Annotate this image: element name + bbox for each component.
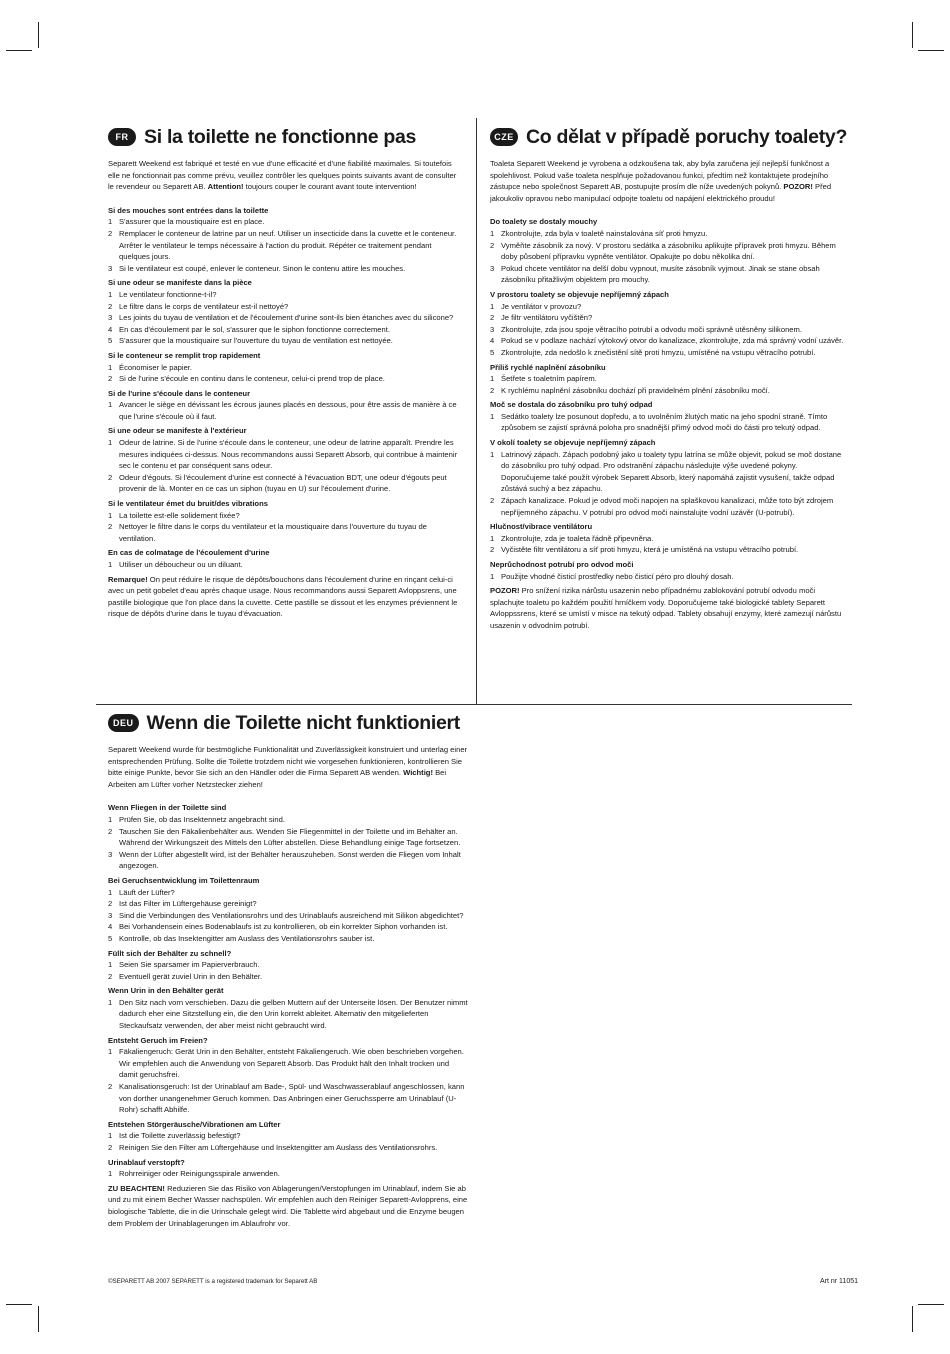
item-number: 2: [108, 971, 113, 981]
note-text: On peut réduire le risque de dépôts/bouchons dans l'écoulement d'urine en rinçant celui-ci avec un petit gobelet d'eau après chaque usage. Nous recommandons aussi Separett Avloppsrens, une pastille biologique que l'on place dans la cuvette. Cette pastille se dissout et les enzymes préviennent le risque de dépôts d'urine dans le tuyau d'évacuation.: [108, 574, 458, 619]
section-title: Si la toilette ne fonctionne pas: [144, 125, 417, 148]
item-number: 1: [108, 1169, 113, 1179]
note-paragraph: [108, 1183, 468, 1229]
list-item: [490, 335, 846, 347]
item-number: 3: [108, 910, 113, 920]
item-number: 3: [490, 324, 495, 334]
list-item: [108, 921, 468, 933]
item-text: Zápach kanalizace. Pokud je odvod moči napojen na splaškovou kanalizaci, může toto být zdrojem nepříjemného zápachu. V potrubí pro odvod moči nainstalujte vodní uzávěr (U-potrubí).: [501, 496, 834, 517]
problem-heading: Wenn Fliegen in der Toilette sind: [108, 803, 227, 813]
crop-mark: [6, 1304, 32, 1305]
list-item: [108, 301, 460, 313]
problem-heading: Si des mouches sont entrées dans la toilette: [108, 205, 269, 215]
section-fr: [108, 124, 460, 620]
list-item: [108, 216, 460, 228]
list-item: [108, 472, 460, 495]
troubleshoot-section: [490, 362, 846, 397]
item-text: En cas d'écoulement par le sol, s'assurer que le siphon fonctionne correctement.: [119, 324, 390, 334]
intro-paragraph: [108, 158, 460, 193]
item-number: 2: [108, 1143, 113, 1152]
section-cz: [490, 124, 846, 632]
item-number: 2: [490, 496, 495, 506]
item-number: 2: [108, 826, 113, 836]
troubleshoot-section: [490, 216, 846, 286]
item-text: Ist das Filter im Lüftergehäuse gereinigt?: [119, 899, 257, 909]
problem-heading: Si le conteneur se remplit trop rapidement: [108, 350, 261, 360]
item-number: 3: [108, 263, 113, 273]
troubleshoot-section: [490, 559, 846, 582]
item-number: 1: [108, 814, 113, 824]
item-number: 2: [108, 301, 113, 311]
item-text: Zkontrolujte, zda je toaleta řádně připevněna.: [501, 533, 654, 543]
item-number: 1: [108, 960, 113, 970]
list-item: [108, 887, 468, 899]
item-number: 5: [108, 336, 113, 346]
troubleshoot-section: [108, 547, 460, 570]
list-item: [108, 997, 468, 1032]
problem-heading: Bei Geruchsentwicklung im Toilettenraum: [108, 875, 260, 885]
item-number: 4: [108, 922, 113, 932]
problem-heading: Füllt sich der Behälter zu schnell?: [108, 948, 232, 958]
item-text: Bei Vorhandensein eines Bodenablaufs ist zu kontrollieren, ob ein korrekter Siphon vorhanden ist.: [119, 922, 448, 932]
list-item: [108, 263, 460, 275]
item-text: Vyčistěte filtr ventilátoru a síť proti hmyzu, která je umístěná na vstupu větracího potrubí.: [501, 545, 799, 555]
troubleshoot-section: [108, 277, 460, 347]
intro-paragraph: [108, 744, 468, 790]
item-text: Les joints du tuyau de ventilation et de l'écoulement d'urine sont-ils bien étanches avec du silicone?: [119, 313, 454, 323]
intro-paragraph: [490, 158, 846, 204]
troubleshoot-section: [490, 399, 846, 434]
item-number: 4: [490, 336, 495, 346]
item-text: La toilette est-elle solidement fixée?: [119, 510, 240, 520]
warning-label: Attention!: [207, 182, 244, 192]
item-text: Ist die Toilette zuverlässig befestigt?: [119, 1131, 241, 1141]
language-badge: FR: [108, 128, 136, 146]
item-text: Tauschen Sie den Fäkalienbehälter aus. Wenden Sie Fliegenmittel in der Toilette und im Behälter an. Während der Wirkungszeit des Mittels den Lüfter abstellen. Diese Behandlung einige Tage fortsetzen.: [119, 826, 461, 848]
article-number: Art nr 11051: [820, 1278, 859, 1285]
troubleshoot-section: [490, 521, 846, 556]
item-number: 1: [490, 571, 495, 581]
column-divider: [476, 118, 477, 704]
list-item: [108, 1046, 468, 1081]
list-item: [108, 1081, 468, 1116]
problem-heading: Si une odeur se manifeste dans la pièce: [108, 278, 252, 288]
list-item: [490, 385, 846, 397]
item-text: Économiser le papier.: [119, 362, 193, 372]
section-heading: [108, 710, 468, 736]
item-text: Prüfen Sie, ob das Insektennetz angebracht sind.: [119, 814, 285, 824]
crop-mark: [912, 1306, 913, 1332]
item-text: Kanalisationsgeruch: Ist der Urinablauf am Bade-, Spül- und Waschwasserablauf angeschlossen, kann von dorther unangenehmer Geruch kommen. Das Anbringen einer Geruchssperre am Urinablauf (U-Rohr) schafft Abhilfe.: [119, 1082, 465, 1115]
item-text: Zkontrolujte, zda jsou spoje větracího potrubí a odvodu moči správně utěsněny silikonem.: [501, 324, 802, 334]
list-item: [108, 510, 460, 522]
item-text: Wenn der Lüfter abgestellt wird, ist der Behälter herauszuheben. Sonst werden die Fliegen vom Inhalt angezogen.: [119, 849, 461, 871]
list-item: [490, 495, 846, 518]
list-item: [490, 240, 846, 263]
list-item: [490, 571, 846, 583]
troubleshoot-section: [108, 1035, 468, 1116]
language-badge: CZE: [490, 128, 518, 146]
item-text: Nettoyer le filtre dans le corps du ventilateur et la moustiquaire dans l'ouverture du tuyau de ventilation.: [119, 522, 427, 543]
problem-heading: Si de l'urine s'écoule dans le conteneur: [108, 388, 251, 398]
list-item: [108, 826, 468, 849]
item-text: S'assurer que la moustiquaire est en place.: [119, 217, 265, 227]
item-text: Vyměňte zásobník za nový. V prostoru sedátka a zásobníku aplikujte přípravek proti hmyzu. Během doby působení přípravku vypněte ventilátor. Opakujte po dobu několika dní.: [501, 240, 836, 262]
item-number: 2: [490, 240, 495, 250]
item-number: 1: [108, 887, 113, 897]
problem-heading: Příliš rychlé naplnění zásobníku: [490, 362, 606, 372]
list-item: [108, 437, 460, 472]
item-number: 3: [490, 263, 495, 273]
item-text: Le filtre dans le corps de ventilateur est-il nettoyé?: [119, 301, 289, 311]
list-item: [490, 373, 846, 385]
list-item: [108, 335, 460, 347]
item-text: S'assurer que la moustiquaire sur l'ouverture du tuyau de ventilation est nettoyée.: [119, 336, 393, 346]
note-paragraph: [490, 585, 846, 631]
item-text: Pokud se v podlaze nachází výtokový otvor do kanalizace, zkontrolujte, zda má správný vodní uzávěr.: [501, 336, 844, 346]
item-number: 2: [490, 385, 495, 395]
list-item: [490, 533, 846, 545]
item-text: Seien Sie sparsamer im Papierverbrauch.: [119, 960, 260, 970]
list-item: [108, 933, 468, 945]
item-text: Si de l'urine s'écoule en continu dans le conteneur, celui-ci prend trop de place.: [119, 374, 385, 384]
item-number: 1: [490, 449, 495, 459]
list-item: [490, 301, 846, 313]
warning-label: Wichtig!: [403, 768, 433, 778]
section-title: Co dělat v případě poruchy toalety?: [526, 125, 848, 148]
section-de: [108, 710, 468, 1229]
list-item: [108, 373, 460, 385]
troubleshoot-section: [108, 205, 460, 275]
item-number: 1: [490, 301, 495, 311]
list-item: [108, 959, 468, 971]
list-item: [108, 814, 468, 826]
item-number: 2: [108, 1082, 113, 1092]
warning-text: Bei Arbeiten am Lüfter vorher Netzstecker ziehen!: [108, 768, 447, 789]
item-number: 1: [108, 997, 113, 1007]
problem-heading: V okolí toalety se objevuje nepříjemný zápach: [490, 438, 656, 448]
section-heading: [490, 124, 846, 150]
item-text: Pokud chcete ventilátor na delší dobu vypnout, musíte zásobník vyjmout. Jinak se stane obsah zásobníku přitažlivým objektem pro mouchy.: [501, 263, 820, 285]
item-text: Latrinový zápach. Zápach podobný jako u toalety typu latrína se může objevit, pokud se moč dostane do zásobníku pro tuhý odpad. Pro odstranění zápachu následujte výše uvedené pokyny. Doporučujeme také použít výrobek Separett Absorb, který napomáhá zajistit vysušení, takže odpad zůstává suchý a bez zápachu.: [501, 449, 842, 494]
item-text: Avancer le siège en dévissant les écrous jaunes placés en dessous, pour être assis de manière à ce que l'urine s'écoule où il faut.: [119, 400, 457, 421]
troubleshoot-section: [108, 425, 460, 495]
item-number: 1: [490, 228, 495, 238]
list-item: [490, 449, 846, 495]
problem-heading: Si le ventilateur émet du bruit/des vibrations: [108, 499, 268, 509]
note-label: POZOR!: [490, 586, 520, 596]
troubleshoot-section: [108, 985, 468, 1031]
item-number: 1: [108, 217, 113, 227]
item-text: Odeur d'égouts. Si l'écoulement d'urine est connecté à l'évacuation BDT, une odeur d'égouts peut provenir de là. Monter en ce cas un siphon (tuyau en U) sur l'écoulement d'urine.: [119, 472, 447, 494]
item-number: 2: [108, 374, 113, 384]
list-item: [108, 521, 460, 544]
item-number: 2: [108, 899, 113, 909]
crop-mark: [6, 50, 32, 51]
item-text: Sind die Verbindungen des Ventilationsrohrs und des Urinablaufs ausreichend mit Silikon abgedichtet?: [119, 910, 464, 920]
troubleshoot-section: [108, 388, 460, 423]
item-number: 3: [108, 313, 113, 323]
item-text: Zkontrolujte, zda nedošlo k znečistění sítě proti hmyzu, umístěné na vstupu větracího potrubí.: [501, 347, 816, 357]
item-text: Odeur de latrine. Si de l'urine s'écoule dans le conteneur, une odeur de latrine apparaît. Prendre les mesures indiquées ci-dessus. Nous recommandons aussi Separett Absorb, qui contribue à maintenir sec le contenu et par conséquent sans odeur.: [119, 438, 458, 471]
section-heading: [108, 124, 460, 150]
note-text: Pro snížení rizika nárůstu usazenin nebo případnému zablokování potrubí odvodu moči splachujte toaletu po každém použití hrníčkem vody. Doporučujeme také biologické tablety Separett Avloppssrens, které se umístí v misce na tekutý odpad. Tablety obsahují enzymy, které zamezují nárůstu usazenin v odvodním potrubí.: [490, 586, 842, 630]
crop-mark: [38, 1306, 39, 1332]
item-text: Remplacer le conteneur de latrine par un neuf. Utiliser un insecticide dans la cuvette et le conteneur. Arrêter le ventilateur le temps nécessaire à l'action du produit. Répéter ce traitement pendant quelques jours.: [119, 228, 457, 262]
item-number: 1: [108, 438, 113, 448]
problem-heading: Wenn Urin in den Behälter gerät: [108, 986, 224, 996]
list-item: [108, 312, 460, 324]
troubleshoot-section: [490, 289, 846, 359]
item-text: Le ventilateur fonctionne-t-il?: [119, 289, 217, 299]
section-title: Wenn die Toilette nicht funktioniert: [146, 711, 460, 734]
problem-heading: Neprůchodnost potrubí pro odvod moči: [490, 560, 634, 569]
item-number: 1: [108, 510, 113, 520]
item-text: K rychlému naplnění zásobníku dochází při pravidelném plnění zásobníku močí.: [501, 385, 770, 395]
list-item: [108, 1168, 468, 1180]
troubleshoot-section: [108, 498, 460, 544]
item-number: 1: [108, 1131, 113, 1141]
crop-mark: [918, 50, 944, 51]
item-number: 2: [490, 313, 495, 323]
item-number: 1: [490, 374, 495, 384]
language-badge: DEU: [108, 714, 139, 732]
note-label: Remarque!: [108, 574, 148, 584]
list-item: [490, 263, 846, 286]
warning-text: toujours couper le courant avant toute intervention!: [243, 182, 417, 192]
list-item: [108, 559, 460, 571]
troubleshoot-section: [108, 802, 468, 872]
item-text: Utiliser un déboucheur ou un diluant.: [119, 560, 243, 569]
item-number: 4: [108, 324, 113, 334]
item-number: 1: [108, 1047, 113, 1057]
note-text: Reduzieren Sie das Risiko von Ablagerungen/Verstopfungen im Urinablauf, indem Sie ab und zu mit einem Becher Wasser nachspülen. Wir empfehlen auch den Reiniger Separett-Avlopprens, eine biologische Tablette, die in die Urinschale gelegt wird. Die Tablette wird abgebaut und die Enzyme beugen dem Problem der Urinablagerungen im Ablaufrohr vor.: [108, 1183, 468, 1228]
problem-heading: Urinablauf verstopft?: [108, 1157, 185, 1167]
list-item: [108, 971, 468, 983]
item-number: 5: [108, 933, 113, 943]
list-item: [108, 324, 460, 336]
troubleshoot-section: [108, 1157, 468, 1180]
item-number: 2: [108, 228, 113, 238]
item-text: Eventuell gerät zuviel Urin in den Behälter.: [119, 971, 263, 981]
problem-heading: En cas de colmatage de l'écoulement d'urine: [108, 548, 270, 558]
note-paragraph: [108, 574, 460, 620]
list-item: [108, 849, 468, 872]
warning-label: POZOR!: [783, 182, 813, 192]
problem-heading: Hlučnost/vibrace ventilátoru: [490, 522, 593, 532]
troubleshoot-section: [108, 948, 468, 983]
item-number: 2: [108, 522, 113, 532]
troubleshoot-section: [108, 350, 460, 385]
crop-mark: [918, 1304, 944, 1305]
item-text: Den Sitz nach vorn verschieben. Dazu die gelben Muttern auf der Unterseite lösen. Der Benutzer nimmt dadurch eher eine Sitzstellung ein, die den Urin korrekt ableitet. Alternativ den mitgelieferten Steckaufsatz verwenden, der aber meist nicht gebraucht wird.: [119, 997, 468, 1031]
list-item: [108, 399, 460, 422]
troubleshoot-section: [108, 1119, 468, 1154]
troubleshoot-section: [108, 875, 468, 945]
item-text: Kontrolle, ob das Insektengitter am Auslass des Ventilationsrohrs sauber ist.: [119, 933, 375, 943]
item-number: 1: [108, 400, 113, 410]
list-item: [108, 228, 460, 263]
list-item: [490, 324, 846, 336]
note-label: ZU BEACHTEN!: [108, 1183, 165, 1193]
copyright-text: ©SEPARETT AB 2007 SEPARETT is a registered trademark for Separett AB: [108, 1278, 318, 1285]
item-number: 1: [108, 560, 113, 569]
item-number: 1: [490, 411, 495, 421]
list-item: [490, 312, 846, 324]
item-text: Fäkaliengeruch: Gerät Urin in den Behälter, entsteht Fäkaliengeruch. Wie oben beschrieben vorgehen. Wir empfehlen auch die Anwendung von Separett Absorb. Das Produkt hält den Inhalt trocken und damit geruchsfrei.: [119, 1047, 464, 1080]
item-number: 1: [108, 362, 113, 372]
item-text: Rohrreiniger oder Reinigungsspirale anwenden.: [119, 1169, 280, 1179]
item-text: Je ventilátor v provozu?: [501, 301, 582, 311]
list-item: [490, 228, 846, 240]
crop-mark: [912, 22, 913, 48]
list-item: [490, 411, 846, 434]
list-item: [108, 910, 468, 922]
list-item: [108, 362, 460, 374]
item-text: Läuft der Lüfter?: [119, 887, 175, 897]
item-text: Zkontrolujte, zda byla v toaletě nainstalována síť proti hmyzu.: [501, 228, 708, 238]
item-number: 5: [490, 347, 495, 357]
intro-text: Separett Weekend wurde für bestmögliche Funktionalität und Zuverlässigkeit konstruiert und unterlag einer entsprechenden Prüfung. Sollte die Toilette trotzdem nicht wie vorgesehen funktionieren, kontrollieren Sie bitte einige Punkte, bevor Sie sich an den Händler oder die Firma Separett AB wenden.: [108, 745, 468, 778]
problem-heading: Entsteht Geruch im Freien?: [108, 1035, 208, 1045]
list-item: [490, 347, 846, 359]
item-number: 2: [490, 545, 495, 555]
item-text: Reinigen Sie den Filter am Lüftergehäuse und Insektengitter am Auslass des Ventilationsrohrs.: [119, 1143, 438, 1152]
troubleshoot-section: [490, 437, 846, 518]
warning-text: Před jakoukoliv opravou nebo manipulací odpojte toaletu od napájení elektrického proudu!: [490, 182, 832, 203]
list-item: [108, 289, 460, 301]
list-item: [490, 544, 846, 556]
item-number: 1: [108, 289, 113, 299]
problem-heading: V prostoru toalety se objevuje nepříjemný zápach: [490, 289, 669, 299]
item-text: Sedátko toalety lze posunout dopředu, a to uvolněním žlutých matic na jeho spodní straně. Tímto způsobem se zajistí správná poloha pro snadnější přímý odvod moči do části pro tekutý odpad.: [501, 411, 828, 433]
list-item: [108, 1130, 468, 1142]
item-text: Je filtr ventilátoru vyčištěn?: [501, 313, 593, 323]
problem-heading: Do toalety se dostaly mouchy: [490, 217, 598, 227]
section-divider: [96, 704, 852, 705]
item-text: Šetřete s toaletním papírem.: [501, 374, 597, 384]
problem-heading: Si une odeur se manifeste à l'extérieur: [108, 426, 247, 436]
item-text: Si le ventilateur est coupé, enlever le conteneur. Sinon le contenu attire les mouches.: [119, 263, 406, 273]
crop-mark: [38, 22, 39, 48]
intro-text: Toaleta Separett Weekend je vyrobena a odzkoušena tak, aby byla zaručena její nejlepší funkčnost a spolehlivost. Pokud vaše toaleta nesplňuje požadovanou funkci, předtím než kontaktujete prodejního zástupce nebo společnost Separett AB, postupujte prosím dle níže uvedených pokynů.: [490, 159, 830, 192]
item-text: Použijte vhodné čisticí prostředky nebo čisticí péro pro dlouhý dosah.: [501, 571, 734, 581]
list-item: [108, 1142, 468, 1154]
list-item: [108, 898, 468, 910]
problem-heading: Moč se dostala do zásobníku pro tuhý odpad: [490, 400, 653, 410]
problem-heading: Entstehen Störgeräusche/Vibrationen am Lüfter: [108, 1119, 281, 1129]
item-number: 3: [108, 849, 113, 859]
item-number: 1: [490, 533, 495, 543]
intro-text: Separett Weekend est fabriqué et testé en vue d'une efficacité et d'une fiabilité maximales. Si toutefois elle ne fonctionnait pas comme prévu, veuillez contrôler les quelques points suivants avant de consulter le revendeur ou Separett AB.: [108, 159, 457, 192]
item-number: 2: [108, 472, 113, 482]
